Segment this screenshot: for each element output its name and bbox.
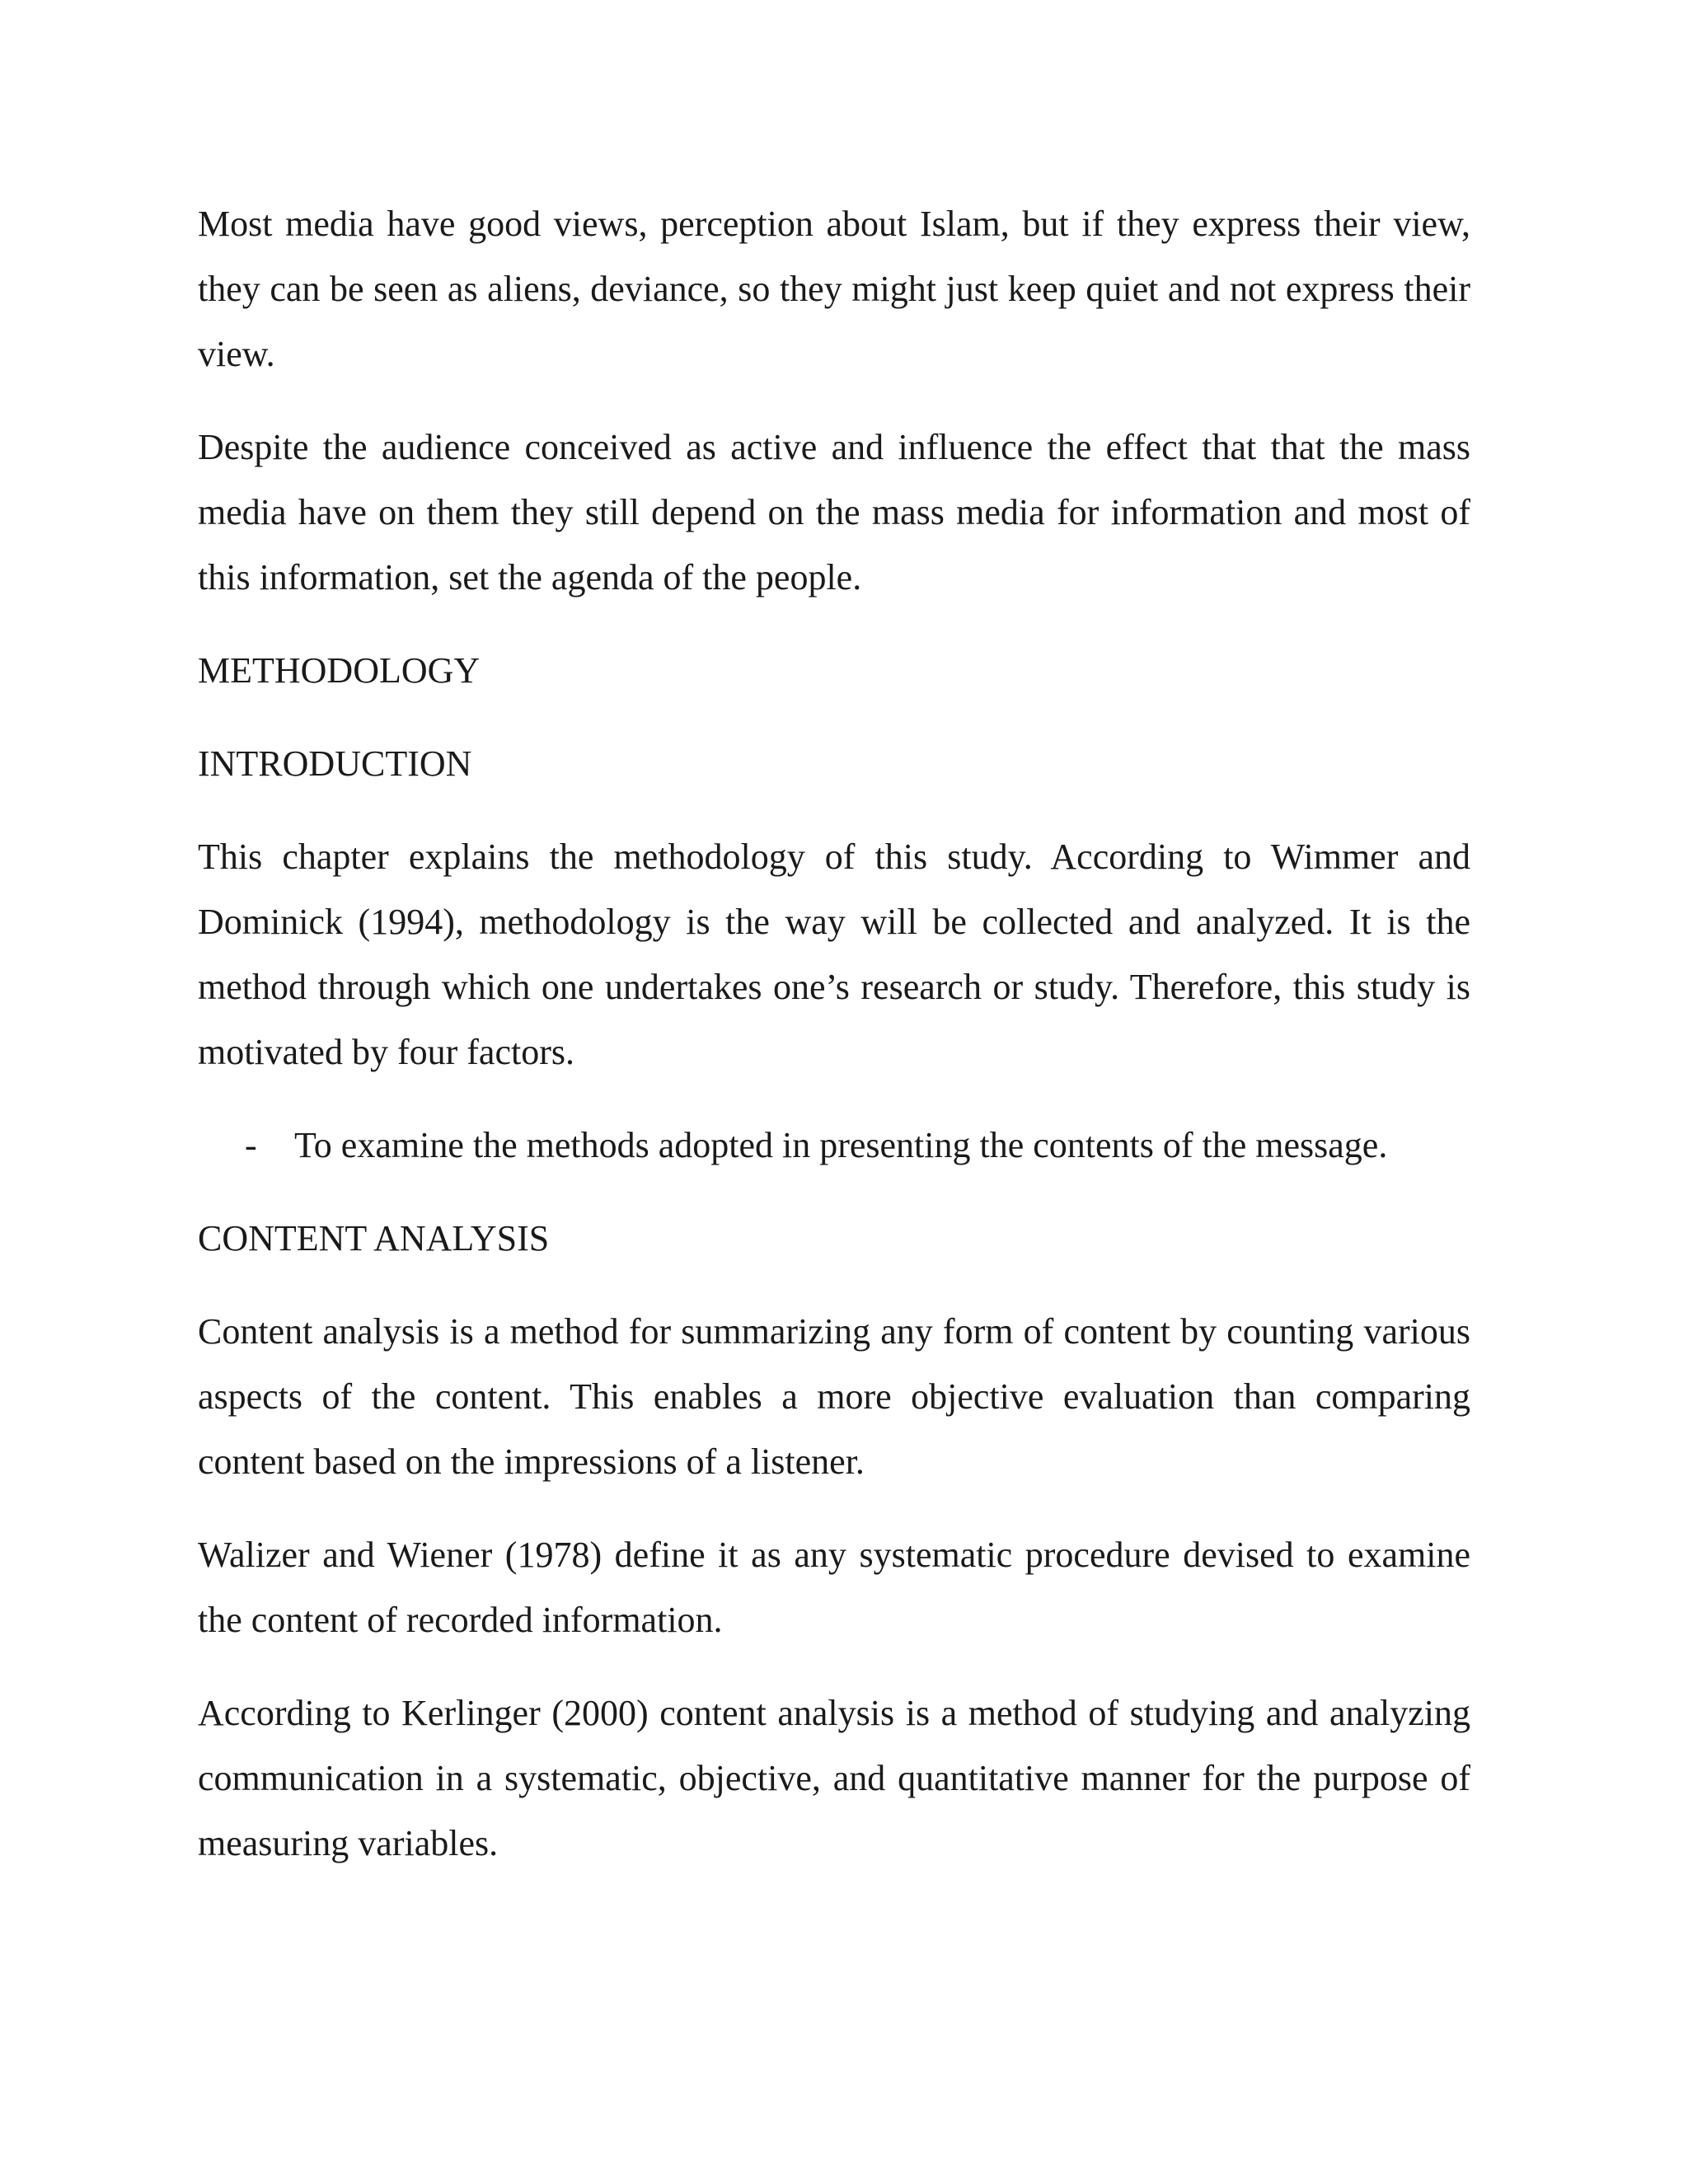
paragraph-audience: Despite the audience conceived as active and influence the effect that that the mass media have on them they still depend on the mass media for information and most of this information, set the agenda of the people. bbox=[198, 427, 1470, 598]
heading-methodology: METHODOLOGY bbox=[198, 650, 481, 691]
paragraph-kerlinger: According to Kerlinger (2000) content analysis is a method of studying and analyzing communication in a systematic, objective, and quantitative manner for the purpose of measuring variables. bbox=[198, 1693, 1470, 1863]
bullet-item bbox=[198, 1113, 1470, 1178]
heading-introduction: INTRODUCTION bbox=[198, 743, 472, 784]
paragraph-media-views: Most media have good views, perception about Islam, but if they express their view, they can be seen as aliens, deviance, so they might just keep quiet and not express their view. bbox=[198, 204, 1470, 374]
document-body bbox=[198, 191, 1470, 1904]
paragraph-content-analysis-definition: Content analysis is a method for summarizing any form of content by counting various aspects of the content. This enables a more objective evaluation than comparing content based on the impressions of a listener. bbox=[198, 1311, 1470, 1482]
bullet-marker: - bbox=[245, 1125, 257, 1165]
paragraph-introduction: This chapter explains the methodology of this study. According to Wimmer and Dominick (1994), methodology is the way will be collected and analyzed. It is the method through which one undertakes one’s research or study. Therefore, this study is motivated by four factors. bbox=[198, 837, 1470, 1072]
bullet-text: To examine the methods adopted in presenting the contents of the message. bbox=[294, 1125, 1388, 1165]
heading-content-analysis: CONTENT ANALYSIS bbox=[198, 1218, 550, 1258]
paragraph-walizer-wiener: Walizer and Wiener (1978) define it as any systematic procedure devised to examine the content of recorded information. bbox=[198, 1535, 1470, 1640]
